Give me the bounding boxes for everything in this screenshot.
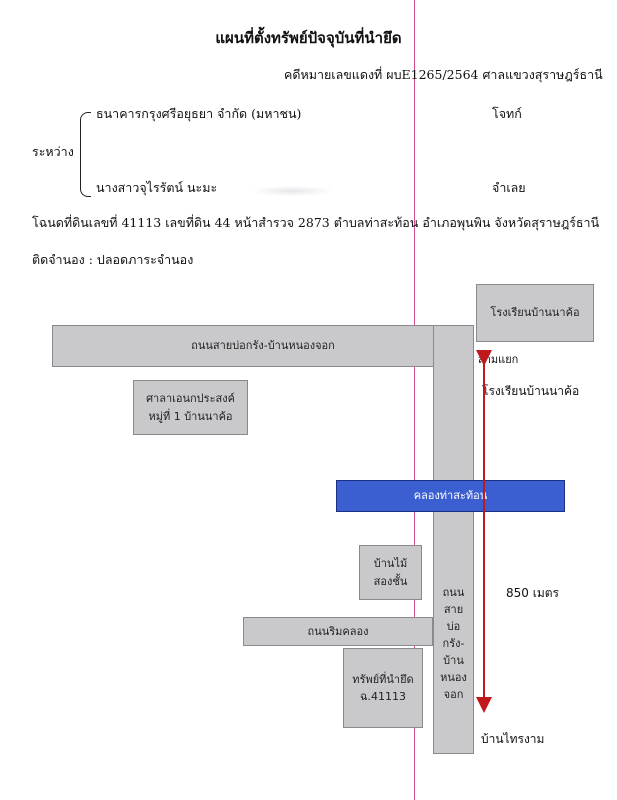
property-line-2: ฉ.41113 xyxy=(360,690,406,703)
village-label: บ้านไทรงาม xyxy=(481,732,545,746)
pavilion-line-1: ศาลาเอนกประสงค์ xyxy=(146,392,235,406)
encumbrance-status: ติดจำนอง : ปลอดภาระจำนอง xyxy=(32,252,194,267)
map-title: แผนที่ตั้งทรัพย์ปัจจุบันที่นำยึด xyxy=(215,29,402,47)
school-label: โรงเรียนบ้านนาค้อ xyxy=(482,384,580,398)
plaintiff-name: ธนาคารกรุงศรีอยุธยา จำกัด (มหาชน) xyxy=(96,106,302,121)
defendant-name: นางสาวจุไรรัตน์ นะมะ xyxy=(96,180,218,195)
canal-tha-sathon: คลองท่าสะท้อน xyxy=(336,480,565,512)
vertical-road-text-7: จอก xyxy=(443,688,464,702)
canal-side-road: ถนนริมคลอง xyxy=(243,617,433,646)
road-bo-krang-nong-chok: ถนนสายบ่อกรัง-บ้านหนองจอก xyxy=(52,325,474,367)
school-block: โรงเรียนบ้านนาค้อ xyxy=(476,284,594,342)
house-line-2: สองชั้น xyxy=(373,574,408,588)
property-line-1: ทรัพย์ที่นำยึด xyxy=(352,672,414,686)
case-number: คดีหมายเลขแดงที่ ผบE1265/2564 ศาลแขวงสุราษฎร์ธานี xyxy=(284,67,603,82)
vertical-road-text-6: หนอง xyxy=(440,671,467,685)
plaintiff-role: โจทก์ xyxy=(492,106,522,121)
vertical-road-text-4: กรัง- xyxy=(442,637,465,651)
junction-label: สามแยก xyxy=(478,353,519,366)
defendant-role: จำเลย xyxy=(492,180,526,195)
house-line-1: บ้านไม้ xyxy=(373,557,408,571)
vertical-road-text-1: ถนน xyxy=(442,586,465,599)
deed-details: โฉนดที่ดินเลขที่ 41113 เลขที่ดิน 44 หน้าสำรวจ 2873 ตำบลท่าสะท้อน อำเภอพุนพิน จังหวัดสุราษฎร์ธานี xyxy=(32,215,600,230)
vertical-road-text-3: บ่อ xyxy=(446,620,461,634)
between-label: ระหว่าง xyxy=(32,144,74,159)
pavilion-line-2: หมู่ที่ 1 บ้านนาค้อ xyxy=(148,409,233,423)
vertical-road-text-2: สาย xyxy=(443,603,464,617)
distance-label: 850 เมตร xyxy=(506,586,559,600)
vertical-road-text-5: บ้าน xyxy=(443,654,464,668)
